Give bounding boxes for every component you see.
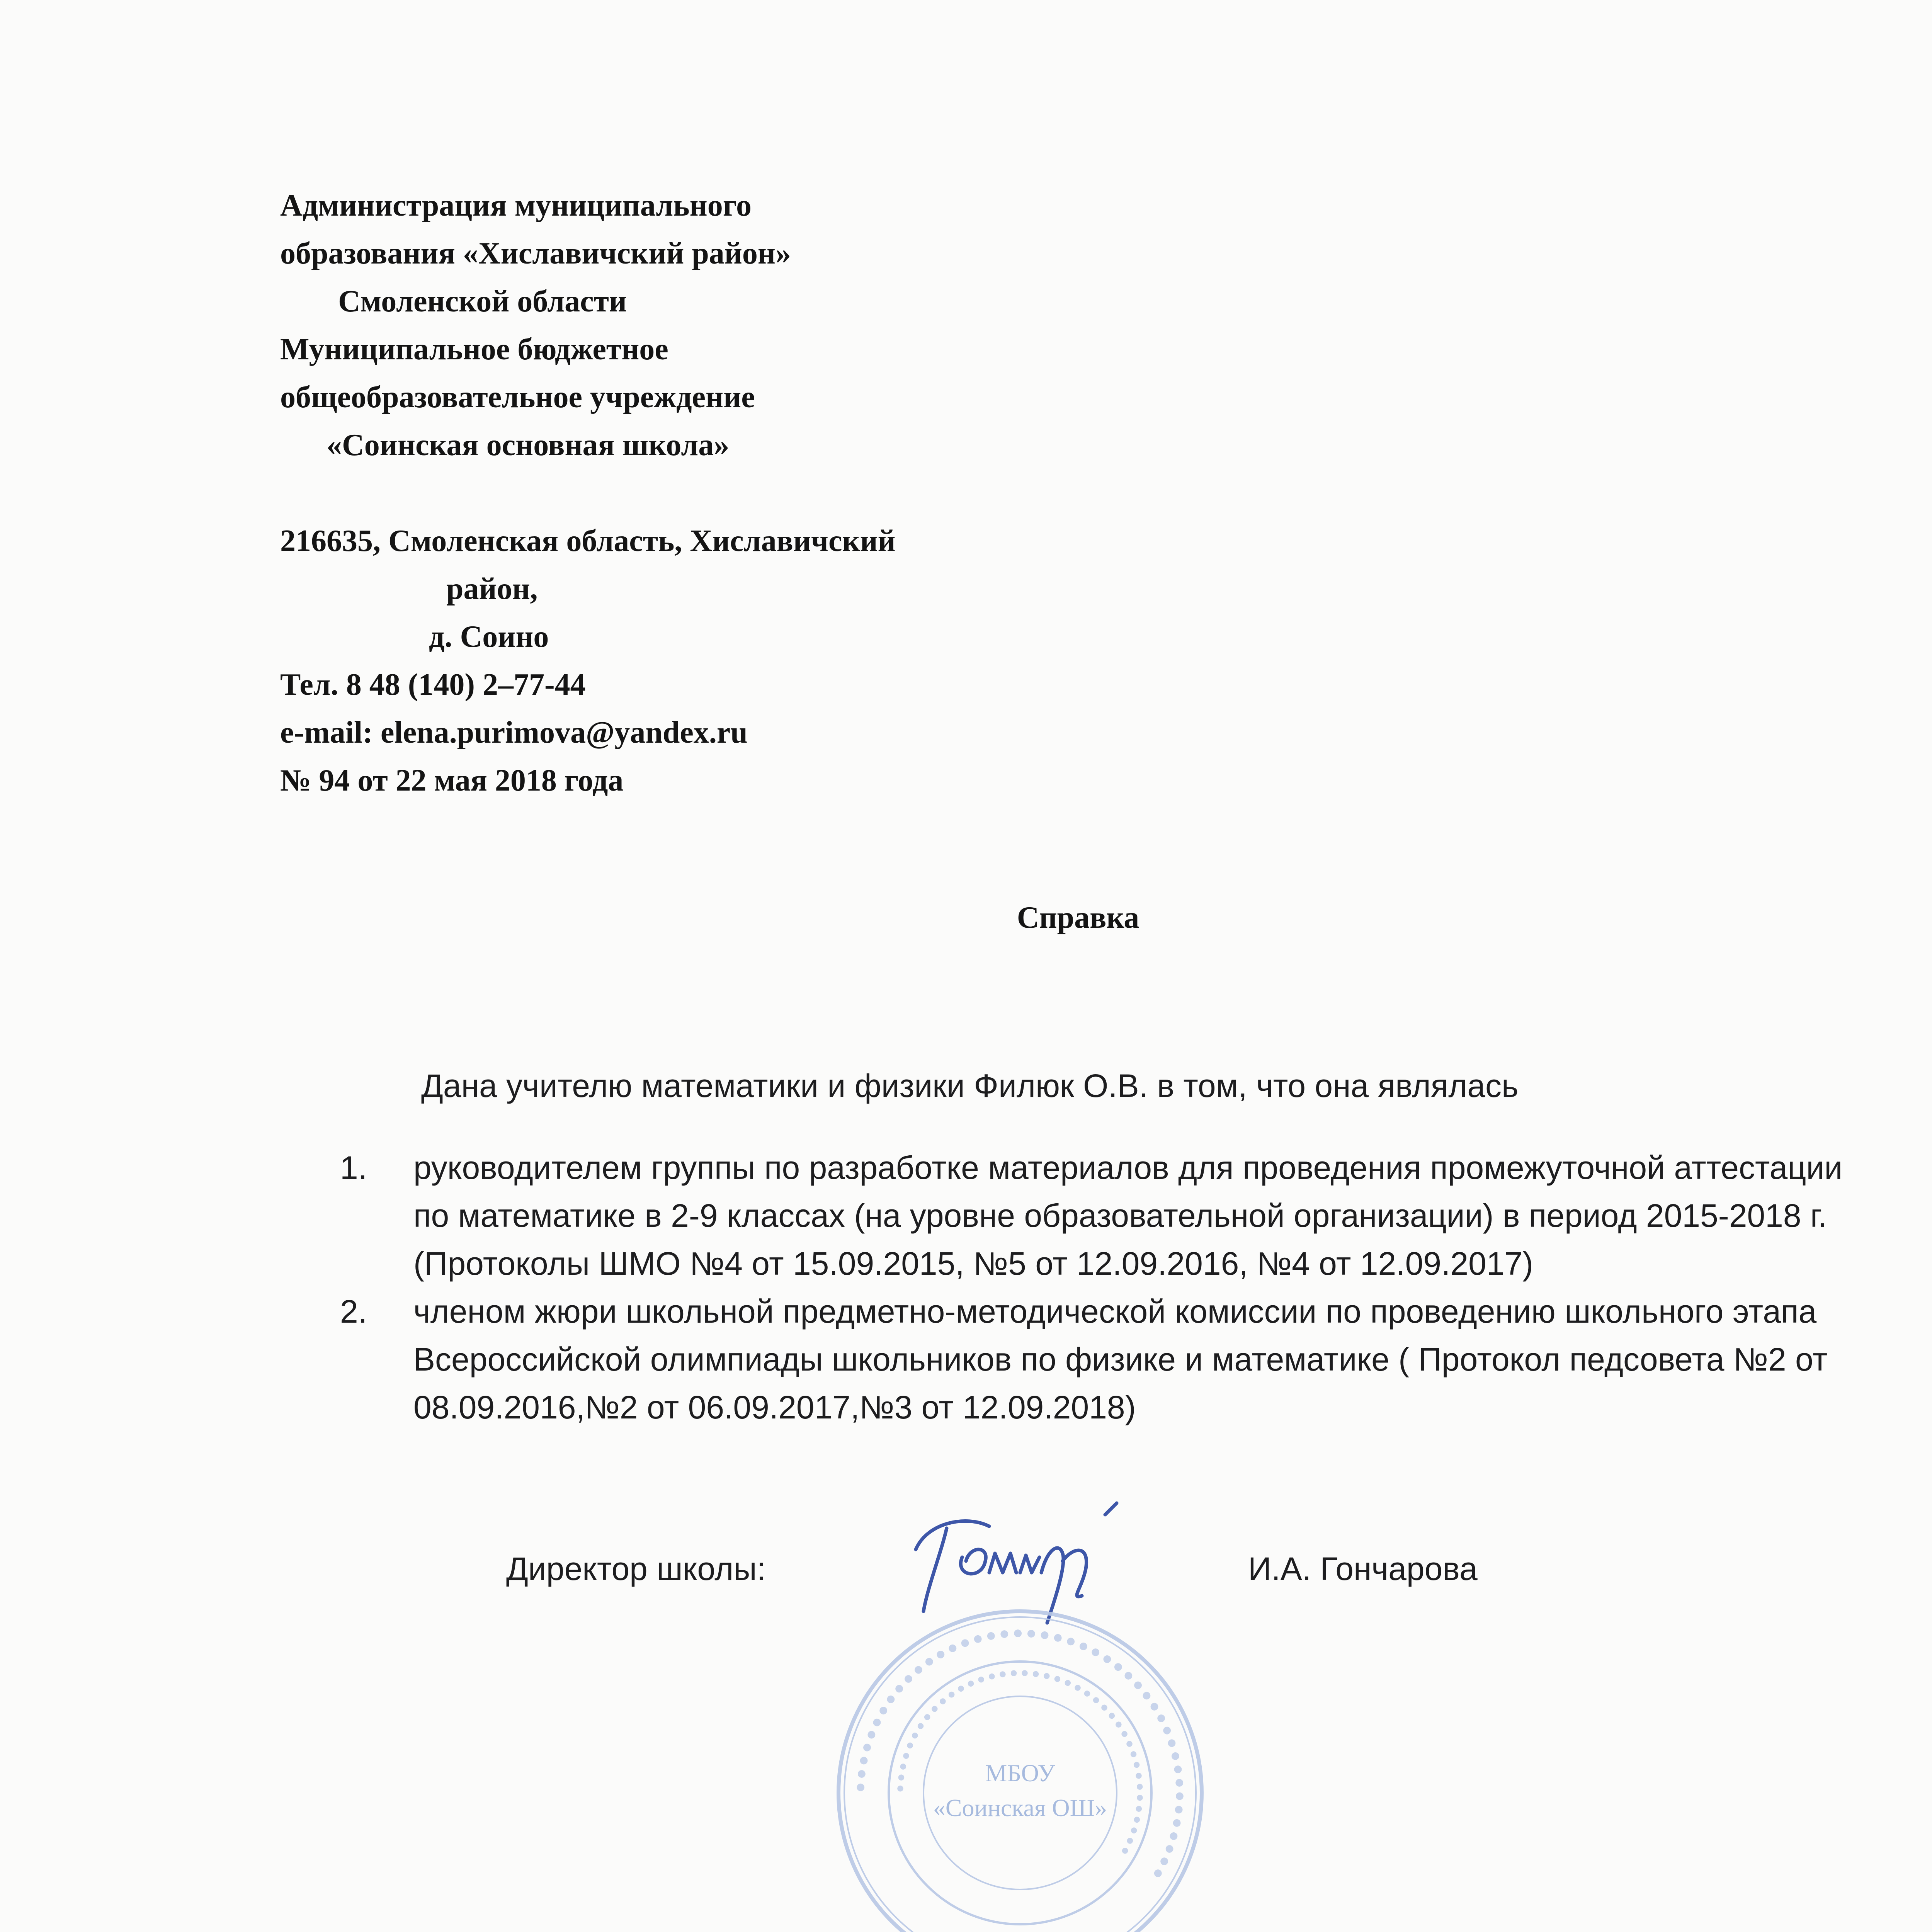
letterhead-line-6: «Соинская основная школа» [327,428,730,462]
letterhead-line-4: Муниципальное бюджетное [280,332,668,366]
list-item [340,1144,1866,1287]
stamp-center-line-2: «Соинская ОШ» [933,1794,1107,1821]
list-item-text: руководителем группы по разработке материалов для проведения промежуточной аттестации по математике в 2-9 классах (на уровне образовательной организации) в период 2015-2018 г. (Протоколы ШМО №4 от 15.09.2015, №5 от 12.09.2016, №4 от 12.09.2017) [413,1150,1843,1282]
letterhead [280,182,1169,804]
stamp-center-line-1: МБОУ [985,1759,1055,1787]
intro-text: Дана учителю математики и физики Филюк О.В. в том, что она являлась [421,1068,1519,1104]
letterhead-line-5: общеобразовательное учреждение [280,380,755,414]
address-line-1: 216635, Смоленская область, Хиславичский [280,524,896,558]
letterhead-spacer [280,469,1169,517]
letterhead-line-2: образования «Хиславичский район» [280,236,791,270]
signer-role: Директор школы: [506,1551,766,1587]
address-line-2: район, [446,572,538,606]
list-item-number: 2. [340,1293,367,1330]
official-seal [827,1600,1213,1932]
list-item-number: 1. [340,1150,367,1186]
list-item-text: членом жюри школьной предметно-методической комиссии по проведению школьного этапа Всероссийской олимпиады школьников по физике и математике ( Протокол педсовета №2 от 08.09.2016,№2 от 06.09.2017,№3 от 12.09.2018) [413,1293,1828,1425]
document-number: № 94 от 22 мая 2018 года [280,764,624,798]
email-line: e-mail: elena.purimova@yandex.ru [280,716,748,750]
document-title: Справка [1017,901,1139,935]
list-item [340,1287,1866,1431]
signer-name: И.А. Гончарова [1248,1551,1478,1587]
svg-text:●●●●●●●●●●●●●●●●●●●●●●●●●●●●●●: ●●●●●●●●●●●●●●●●●●●●●●●●●●●●●●●●●●●●●●●● [891,1664,1149,1861]
phone-line: Тел. 8 48 (140) 2–77-44 [280,668,586,702]
address-line-3: д. Соино [429,620,549,654]
letterhead-line-1: Администрация муниципального [280,189,752,223]
duties-list [340,1144,1866,1431]
letterhead-line-3: Смоленской области [338,284,627,318]
svg-text:●●●●●●●●●●●●●●●●●●●●●●●●●●●●●●: ●●●●●●●●●●●●●●●●●●●●●●●●●●●●●●●●●●●●●●●●●●●● [849,1622,1191,1886]
document-title-wrapper [0,896,1932,939]
